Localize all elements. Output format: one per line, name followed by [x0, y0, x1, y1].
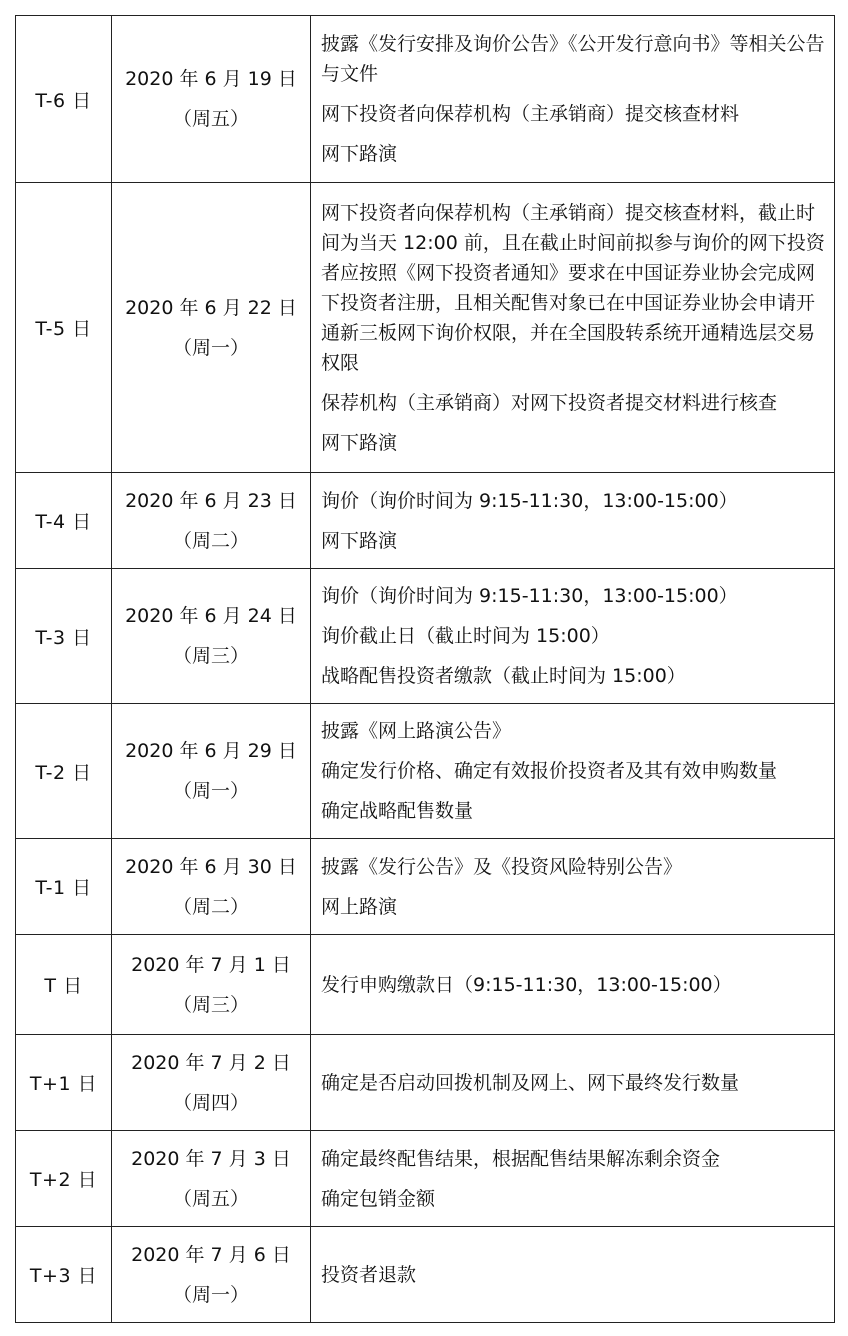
schedule-row [16, 569, 835, 704]
event-item: 确定包销金额 [321, 1187, 436, 1210]
event-item: 确定最终配售结果，根据配售结果解冻剩余资金 [321, 1147, 721, 1170]
date-cell [112, 569, 311, 704]
calendar-date: 2020 年 6 月 19 日 [125, 68, 297, 90]
trade-day-cell: T-6 日 [16, 16, 112, 183]
issuance-schedule-table [15, 15, 835, 1323]
events-cell [311, 473, 835, 569]
event-item: 询价（询价时间为 9:15-11:30，13:00-15:00） [321, 489, 738, 512]
calendar-date: 2020 年 6 月 22 日 [125, 296, 297, 319]
trade-day-cell: T-5 日 [16, 183, 112, 473]
date-cell [112, 1227, 311, 1323]
events-cell [311, 704, 835, 839]
weekday-label: （周一） [172, 780, 249, 802]
events-cell [311, 183, 835, 473]
trade-day-cell: T-3 日 [16, 569, 112, 704]
schedule-row [16, 704, 835, 839]
event-item: 网下路演 [321, 143, 398, 165]
event-item: 询价截止日（截止时间为 15:00） [321, 625, 610, 647]
calendar-date: 2020 年 7 月 6 日 [131, 1243, 291, 1266]
event-item: 确定是否启动回拨机制及网上、网下最终发行数量 [321, 1071, 740, 1094]
date-cell [112, 935, 311, 1035]
weekday-label: （周四） [172, 1091, 249, 1114]
events-cell [311, 1035, 835, 1131]
schedule-row [16, 183, 835, 473]
calendar-date: 2020 年 6 月 29 日 [125, 740, 297, 762]
event-item: 披露《发行安排及询价公告》《公开发行意向书》等相关公告与文件 [321, 33, 825, 85]
event-item: 询价（询价时间为 9:15-11:30，13:00-15:00） [321, 585, 738, 607]
trade-day-cell: T 日 [16, 935, 112, 1035]
calendar-date: 2020 年 7 月 2 日 [131, 1051, 291, 1074]
weekday-label: （周二） [172, 529, 249, 552]
trade-day-cell: T-2 日 [16, 704, 112, 839]
event-item: 网上路演 [321, 895, 398, 918]
schedule-row [16, 839, 835, 935]
event-item: 投资者退款 [321, 1263, 417, 1286]
date-cell [112, 1131, 311, 1227]
calendar-date: 2020 年 6 月 23 日 [125, 489, 297, 512]
trade-day-cell: T-4 日 [16, 473, 112, 569]
date-cell [112, 839, 311, 935]
schedule-table-body [16, 16, 835, 1323]
events-cell [311, 569, 835, 704]
event-item: 保荐机构（主承销商）对网下投资者提交材料进行核查 [321, 391, 778, 414]
weekday-label: （周五） [172, 108, 249, 130]
event-item: 披露《发行公告》及《投资风险特别公告》 [321, 855, 683, 878]
event-item: 发行申购缴款日（9:15-11:30，13:00-15:00） [321, 973, 732, 996]
calendar-date: 2020 年 6 月 24 日 [125, 605, 297, 627]
event-item: 确定战略配售数量 [321, 800, 474, 822]
calendar-date: 2020 年 7 月 3 日 [131, 1147, 291, 1170]
trade-day-cell: T+3 日 [16, 1227, 112, 1323]
weekday-label: （周一） [172, 336, 249, 359]
date-cell [112, 1035, 311, 1131]
schedule-row [16, 1131, 835, 1227]
events-cell [311, 1227, 835, 1323]
weekday-label: （周五） [172, 1187, 249, 1210]
event-item: 确定发行价格、确定有效报价投资者及其有效申购数量 [321, 760, 778, 782]
event-item: 战略配售投资者缴款（截止时间为 15:00） [321, 665, 686, 687]
calendar-date: 2020 年 7 月 1 日 [131, 953, 291, 976]
trade-day-cell: T+2 日 [16, 1131, 112, 1227]
schedule-row [16, 1035, 835, 1131]
event-item: 网下投资者向保荐机构（主承销商）提交核查材料 [321, 103, 740, 125]
date-cell [112, 16, 311, 183]
event-item: 网下投资者向保荐机构（主承销商）提交核查材料，截止时间为当天 12:00 前，且在截止时间前拟参与询价的网下投资者应按照《网下投资者通知》要求在中国证券业协会完成网下投资者注册，且相关配售对象已在中国证券业协会申请开通新三板网下询价权限，并在全国股转系统开通精选层交易权限 [321, 201, 825, 374]
weekday-label: （周二） [172, 895, 249, 918]
trade-day-cell: T+1 日 [16, 1035, 112, 1131]
event-item: 网下路演 [321, 431, 398, 454]
weekday-label: （周三） [172, 993, 249, 1016]
calendar-date: 2020 年 6 月 30 日 [125, 855, 297, 878]
weekday-label: （周三） [172, 645, 249, 667]
schedule-row [16, 473, 835, 569]
schedule-row [16, 1227, 835, 1323]
date-cell [112, 704, 311, 839]
event-item: 网下路演 [321, 529, 398, 552]
weekday-label: （周一） [172, 1283, 249, 1306]
event-item: 披露《网上路演公告》 [321, 720, 512, 742]
events-cell [311, 935, 835, 1035]
schedule-row [16, 935, 835, 1035]
events-cell [311, 839, 835, 935]
events-cell [311, 1131, 835, 1227]
schedule-row [16, 16, 835, 183]
events-cell [311, 16, 835, 183]
date-cell [112, 183, 311, 473]
trade-day-cell: T-1 日 [16, 839, 112, 935]
date-cell [112, 473, 311, 569]
